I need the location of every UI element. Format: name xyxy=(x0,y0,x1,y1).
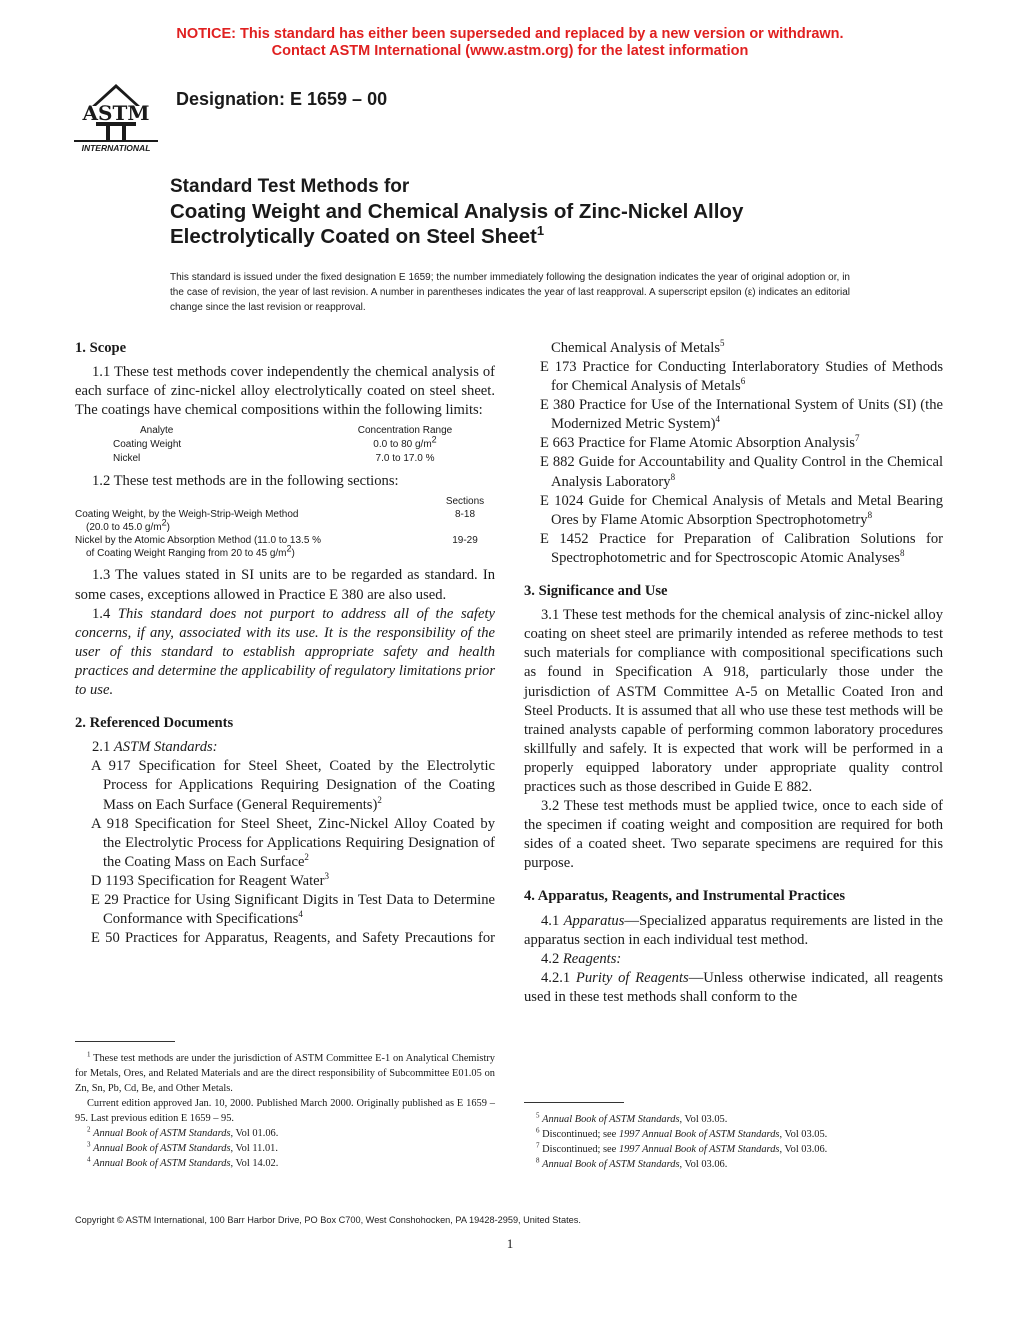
reference-item xyxy=(524,453,943,491)
reference-text: E 29 Practice for Using Significant Digits in Test Data to Determine Conformance with Specifications xyxy=(91,891,495,928)
reference-text: E 882 Guide for Accountability and Quality Control in the Chemical Analysis Laboratory xyxy=(540,454,943,490)
reference-text: E 663 Practice for Flame Atomic Absorption Analysis xyxy=(540,435,855,452)
footnote-7 xyxy=(524,1142,943,1157)
document-title xyxy=(170,175,743,249)
limits-range xyxy=(315,435,495,452)
refdocs-2-1-number: 2.1 xyxy=(92,739,114,756)
sections-method: Coating Weight, by the Weigh-Strip-Weigh Method xyxy=(75,509,299,521)
reference-item xyxy=(524,434,943,453)
footnote-5-title: Annual Book of ASTM Standards xyxy=(542,1114,680,1125)
scope-1-3: 1.3 The values stated in SI units are to be regarded as standard. In some cases, exceptions allowed in Practice E 380 are also used. xyxy=(75,567,495,603)
sections-method-cont xyxy=(75,518,435,534)
footnote-6-vol: , Vol 03.05. xyxy=(779,1129,828,1140)
reference-text: A 918 Specification for Steel Sheet, Zinc-Nickel Alloy Coated by the Electrolytic Process for Applications Requiring Designation of the Coating Mass on Each Surface xyxy=(91,815,495,870)
reference-item xyxy=(524,492,943,530)
reference-item xyxy=(524,396,943,434)
apparatus-4-2-1 xyxy=(524,969,943,1007)
footnote-6 xyxy=(524,1127,943,1142)
limits-header-range: Concentration Range xyxy=(357,425,453,437)
footnote-7-prefix: Discontinued; see xyxy=(542,1144,619,1155)
reference-footnote-ref: 2 xyxy=(377,794,382,805)
reference-continued-wrap xyxy=(551,339,943,358)
limits-header-analyte: Analyte xyxy=(140,425,174,437)
scope-1-1: 1.1 These test methods cover independently the chemical analysis of each surface of zinc-nickel alloy electrolytically coated on steel sheet. The coatings have chemical compositions within the following limits: xyxy=(75,364,495,419)
apparatus-4-1-text: —Specialized apparatus requirements are listed in the apparatus section in each individual test method. xyxy=(524,912,944,948)
footnote-2 xyxy=(75,1126,495,1141)
sections-row xyxy=(75,534,495,547)
footnote-3-vol: , Vol 11.01. xyxy=(230,1143,278,1154)
apparatus-4-2-1-text: —Unless otherwise indicated, all reagents used in these test methods shall conform to the xyxy=(524,969,943,1005)
title-line-3-text: Electrolytically Coated on Steel Sheet xyxy=(170,225,537,248)
reference-item xyxy=(75,891,495,929)
scope-1-4-text: This standard does not purport to address all of the safety concerns, if any, associated with its use. It is the responsibility of the user of this standard to establish appropriate safety and health practices and determine the applicability of regulatory limitations prior to use. xyxy=(75,605,495,699)
notice-line-2: Contact ASTM International (www.astm.org) for the latest information xyxy=(271,43,749,59)
reference-item-continued xyxy=(524,339,943,358)
footnote-3 xyxy=(75,1141,495,1156)
reference-footnote-ref: 8 xyxy=(867,509,873,520)
title-footnote-ref: 1 xyxy=(536,223,545,239)
sections-row-continued xyxy=(75,518,495,534)
apparatus-4-1-number: 4.1 xyxy=(541,912,564,929)
sections-header xyxy=(75,495,495,508)
footnote-7-marker: 7 xyxy=(536,1141,540,1150)
footnote-4-marker: 4 xyxy=(87,1155,91,1164)
limits-table xyxy=(75,424,495,466)
reference-footnote-ref: 5 xyxy=(720,339,725,349)
apparatus-4-2-title: Reagents: xyxy=(562,950,622,967)
reference-text: A 917 Specification for Steel Sheet, Coated by the Electrolytic Process for Applications Requiring Designation of the Coating Mass on Each Surface (General Requirements) xyxy=(91,758,495,813)
sections-method-cont-text: of Coating Weight Ranging from 20 to 45 g/m xyxy=(86,548,287,560)
reference-item xyxy=(524,358,943,396)
reference-text: E 50 Practices for Apparatus, Reagents, and Safety Precautions for xyxy=(91,930,495,947)
footnote-2-title: Annual Book of ASTM Standards xyxy=(93,1128,231,1139)
limits-range-value: 0.0 to 80 g/m xyxy=(373,439,432,451)
sections-method-cont-text: (20.0 to 45.0 g/m xyxy=(86,522,162,534)
notice-line-1: NOTICE: This standard has either been superseded and replaced by a new version or withdrawn. xyxy=(176,26,844,42)
footnote-rule-left xyxy=(75,1041,175,1042)
footnote-6-marker: 6 xyxy=(536,1126,540,1135)
reference-footnote-ref: 4 xyxy=(298,909,303,920)
limits-analyte: Nickel xyxy=(113,453,141,465)
reference-item xyxy=(75,929,495,948)
copyright-notice: Copyright © ASTM International, 100 Barr Harbor Drive, PO Box C700, West Conshohocken, PA 19428-2959, United States. xyxy=(75,1215,581,1225)
significance-3-2: 3.2 These test methods must be applied twice, once to each side of the specimen if coating weight and composition are required for both sides of a coated sheet. Two separate specimens are required for this purpose. xyxy=(524,798,943,872)
sections-row-continued xyxy=(75,544,495,560)
footnotes-right xyxy=(524,1112,943,1172)
footnote-5 xyxy=(524,1112,943,1127)
reference-text: D 1193 Specification for Reagent Water xyxy=(91,872,325,889)
significance-heading: 3. Significance and Use xyxy=(524,583,668,600)
scope-heading: 1. Scope xyxy=(75,340,127,356)
sections-sup: 2 xyxy=(161,518,167,529)
limits-row xyxy=(75,452,495,466)
title-line-3 xyxy=(170,224,743,249)
footnote-5-marker: 5 xyxy=(536,1111,540,1120)
left-column xyxy=(75,339,495,948)
footnote-1-text: These test methods are under the jurisdiction of ASTM Committee E-1 on Analytical Chemistry for Metals, Ores, and Related Materials and are the direct responsibility of Subcommittee E01.05 on Zn, Sn, Pb, Cd, Be, and Other Metals. xyxy=(75,1053,495,1094)
limits-range: 7.0 to 17.0 % xyxy=(375,453,435,465)
reference-footnote-ref: 3 xyxy=(324,871,329,882)
right-column xyxy=(524,339,943,1007)
reference-footnote-ref: 6 xyxy=(740,376,746,387)
reference-text: Chemical Analysis of Metals xyxy=(551,340,721,357)
sections-method-cont xyxy=(75,544,435,560)
reference-footnote-ref: 7 xyxy=(854,433,860,444)
footnote-7-title: 1997 Annual Book of ASTM Standards xyxy=(618,1144,780,1155)
scope-1-2: 1.2 These test methods are in the following sections: xyxy=(92,473,399,490)
apparatus-4-2 xyxy=(524,950,943,969)
sections-method-cont-end: ) xyxy=(166,522,170,534)
refdocs-2-1 xyxy=(75,738,495,757)
issuance-statement: This standard is issued under the fixed designation E 1659; the number immediately following the designation indicates the year of original adoption or, in the case of revision, the year of last revision. A number in parentheses indicates the year of last reapproval. A superscript epsilon (ε) indicates an editorial change since the last revision or reapproval. xyxy=(170,272,850,313)
limits-range-sup: 2 xyxy=(431,435,437,446)
reference-text: E 380 Practice for Use of the International System of Units (SI) (the Modernized Metric System) xyxy=(540,397,943,433)
reference-footnote-ref: 4 xyxy=(715,414,721,425)
sections-header-label: Sections xyxy=(445,496,485,508)
reference-text: E 1452 Practice for Preparation of Calibration Solutions for Spectrophotometric and for Spectroscopic Atomic Analyses xyxy=(540,530,943,566)
title-line-1: Standard Test Methods for xyxy=(170,176,410,197)
footnote-4 xyxy=(75,1156,495,1171)
reference-item xyxy=(524,530,943,568)
footnote-6-prefix: Discontinued; see xyxy=(542,1129,619,1140)
sections-method-cont-end: ) xyxy=(291,548,295,560)
footnote-1-marker: 1 xyxy=(87,1050,91,1059)
footnote-8-vol: , Vol 03.06. xyxy=(679,1159,728,1170)
astm-logo xyxy=(70,76,162,156)
apparatus-4-2-number: 4.2 xyxy=(541,950,563,967)
page-number: 1 xyxy=(506,1236,514,1251)
reference-footnote-ref xyxy=(272,947,277,948)
footnote-rule-right xyxy=(524,1102,624,1103)
footnote-8-title: Annual Book of ASTM Standards xyxy=(542,1159,680,1170)
sections-range: 19-29 xyxy=(452,535,478,547)
apparatus-4-1-title: Apparatus xyxy=(563,912,625,929)
reference-footnote-ref: 8 xyxy=(899,548,905,559)
limits-analyte: Coating Weight xyxy=(113,439,182,451)
apparatus-heading: 4. Apparatus, Reagents, and Instrumental Practices xyxy=(524,888,846,905)
significance-3-1: 3.1 These test methods for the chemical analysis of zinc-nickel alloy coating on sheet steel are primarily intended as referee methods to test such materials for compliance with compositional specifications such as found in Specification A 918, particularly those under the jurisdiction of ASTM Committee A-5 on Metallic Coated Iron and Steel Products. It is assumed that all who use these test methods will be trained analysts capable of performing common laboratory procedures skillfully and safely. It is expected that work will be performed in a properly equipped laboratory under appropriate quality control practices such as those described in Guide E 882. xyxy=(524,607,943,795)
reference-text: E 1024 Guide for Chemical Analysis of Metals and Metal Bearing Ores by Flame Atomic Absorption Spectrophotometry xyxy=(540,492,943,528)
sections-row xyxy=(75,508,495,521)
footnote-2-vol: , Vol 01.06. xyxy=(230,1128,279,1139)
footnote-1 xyxy=(75,1051,495,1096)
designation: Designation: E 1659 – 00 xyxy=(176,89,388,109)
refdocs-heading: 2. Referenced Documents xyxy=(75,715,234,732)
footnote-4-title: Annual Book of ASTM Standards xyxy=(93,1158,231,1169)
reference-item xyxy=(75,815,495,872)
sections-sup: 2 xyxy=(286,544,292,555)
reference-footnote-ref: 8 xyxy=(670,471,676,482)
footnote-3-title: Annual Book of ASTM Standards xyxy=(93,1143,231,1154)
apparatus-4-2-1-title: Purity of Reagents xyxy=(575,969,689,986)
footnote-4-vol: , Vol 14.02. xyxy=(230,1158,279,1169)
reference-footnote-ref: 2 xyxy=(304,851,309,862)
footnote-6-title: 1997 Annual Book of ASTM Standards xyxy=(618,1129,780,1140)
apparatus-4-2-1-number: 4.2.1 xyxy=(541,969,576,986)
apparatus-4-1 xyxy=(524,912,943,950)
title-line-2: Coating Weight and Chemical Analysis of Zinc-Nickel Alloy xyxy=(170,200,744,223)
footnote-7-vol: , Vol 03.06. xyxy=(779,1144,828,1155)
withdrawal-notice xyxy=(0,26,1020,60)
logo-subtext: INTERNATIONAL xyxy=(81,143,151,153)
reference-item xyxy=(75,757,495,814)
logo-text: ASTM xyxy=(82,101,150,125)
footnote-8-marker: 8 xyxy=(536,1156,540,1165)
sections-table xyxy=(75,495,495,560)
footnotes-left xyxy=(75,1051,495,1171)
sections-range: 8-18 xyxy=(454,509,475,521)
refdocs-2-1-title: ASTM Standards: xyxy=(113,739,218,756)
footnote-8 xyxy=(524,1157,943,1172)
reference-item xyxy=(75,872,495,891)
sections-method: Nickel by the Atomic Absorption Method (11.0 to 13.5 % xyxy=(75,535,322,547)
limits-row xyxy=(75,435,495,452)
footnote-1b: Current edition approved Jan. 10, 2000. Published March 2000. Originally published as E 1659 – 95. Last previous edition E 1659 – 95. xyxy=(75,1098,495,1124)
reference-text: E 173 Practice for Conducting Interlaboratory Studies of Methods for Chemical Analysis of Metals xyxy=(540,359,943,395)
footnote-3-marker: 3 xyxy=(87,1140,91,1149)
footnote-2-marker: 2 xyxy=(87,1125,91,1134)
scope-1-4 xyxy=(75,605,495,700)
scope-1-4-number: 1.4 xyxy=(92,605,118,622)
footnote-5-vol: , Vol 03.05. xyxy=(679,1114,728,1125)
